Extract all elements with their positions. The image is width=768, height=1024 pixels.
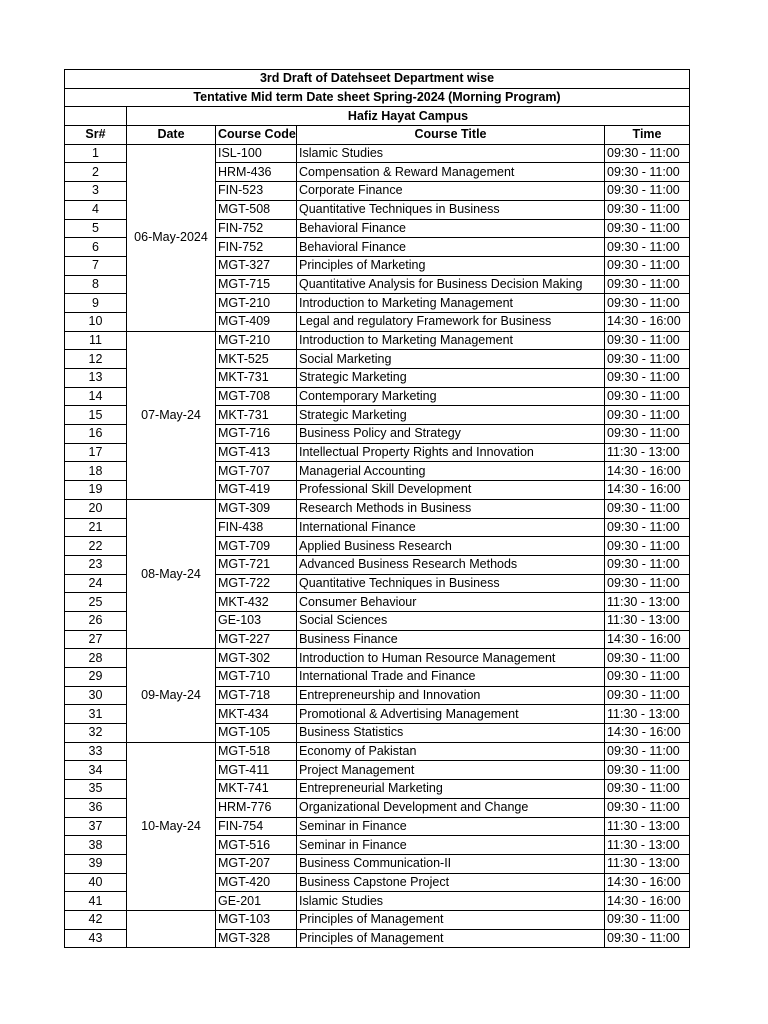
subtitle-row (65, 88, 690, 107)
time-cell: 14:30 - 16:00 (605, 724, 690, 743)
date-sheet-table (64, 69, 690, 948)
serial-cell: 39 (65, 854, 127, 873)
serial-cell: 1 (65, 144, 127, 163)
serial-cell: 28 (65, 649, 127, 668)
course-title-cell: Business Communication-II (297, 854, 605, 873)
serial-cell: 12 (65, 350, 127, 369)
time-cell: 09:30 - 11:00 (605, 163, 690, 182)
time-cell: 09:30 - 11:00 (605, 256, 690, 275)
serial-cell: 22 (65, 537, 127, 556)
course-code-cell: MGT-103 (216, 910, 297, 929)
time-cell: 09:30 - 11:00 (605, 238, 690, 257)
course-code-cell: MGT-721 (216, 555, 297, 574)
serial-cell: 34 (65, 761, 127, 780)
date-cell: 06-May-2024 (127, 144, 216, 331)
course-title-cell: Introduction to Marketing Management (297, 294, 605, 313)
time-cell: 09:30 - 11:00 (605, 182, 690, 201)
serial-cell: 25 (65, 593, 127, 612)
course-code-cell: MGT-508 (216, 200, 297, 219)
course-title-cell: Legal and regulatory Framework for Business (297, 312, 605, 331)
course-code-cell: MGT-420 (216, 873, 297, 892)
date-cell (127, 910, 216, 947)
course-title-cell: Corporate Finance (297, 182, 605, 201)
serial-cell: 13 (65, 369, 127, 388)
serial-cell: 32 (65, 724, 127, 743)
time-cell: 11:30 - 13:00 (605, 836, 690, 855)
time-cell: 09:30 - 11:00 (605, 910, 690, 929)
time-cell: 09:30 - 11:00 (605, 537, 690, 556)
course-code-cell: MGT-105 (216, 724, 297, 743)
course-title-cell: Strategic Marketing (297, 406, 605, 425)
serial-cell: 26 (65, 611, 127, 630)
course-title-cell: Seminar in Finance (297, 836, 605, 855)
time-cell: 09:30 - 11:00 (605, 649, 690, 668)
time-cell: 11:30 - 13:00 (605, 593, 690, 612)
time-cell: 09:30 - 11:00 (605, 350, 690, 369)
time-cell: 09:30 - 11:00 (605, 387, 690, 406)
course-title-cell: Behavioral Finance (297, 219, 605, 238)
serial-cell: 33 (65, 742, 127, 761)
time-cell: 09:30 - 11:00 (605, 574, 690, 593)
time-cell: 11:30 - 13:00 (605, 817, 690, 836)
course-title-cell: Introduction to Marketing Management (297, 331, 605, 350)
time-cell: 09:30 - 11:00 (605, 668, 690, 687)
serial-cell: 7 (65, 256, 127, 275)
course-code-cell: MGT-718 (216, 686, 297, 705)
course-code-cell: MGT-413 (216, 443, 297, 462)
column-header-date: Date (127, 126, 216, 145)
time-cell: 11:30 - 13:00 (605, 443, 690, 462)
serial-cell: 29 (65, 668, 127, 687)
course-code-cell: MKT-432 (216, 593, 297, 612)
course-code-cell: MGT-708 (216, 387, 297, 406)
course-title-cell: Consumer Behaviour (297, 593, 605, 612)
course-title-cell: Research Methods in Business (297, 499, 605, 518)
serial-cell: 36 (65, 798, 127, 817)
course-code-cell: FIN-438 (216, 518, 297, 537)
course-title-cell: Behavioral Finance (297, 238, 605, 257)
course-code-cell: MGT-302 (216, 649, 297, 668)
serial-cell: 5 (65, 219, 127, 238)
course-code-cell: MGT-518 (216, 742, 297, 761)
time-cell: 14:30 - 16:00 (605, 892, 690, 911)
campus-spacer (65, 107, 127, 126)
serial-cell: 16 (65, 425, 127, 444)
course-title-cell: Business Statistics (297, 724, 605, 743)
time-cell: 09:30 - 11:00 (605, 275, 690, 294)
course-code-cell: MGT-710 (216, 668, 297, 687)
time-cell: 14:30 - 16:00 (605, 481, 690, 500)
table-row (65, 649, 690, 668)
campus-row (65, 107, 690, 126)
serial-cell: 4 (65, 200, 127, 219)
serial-cell: 11 (65, 331, 127, 350)
course-code-cell: MGT-707 (216, 462, 297, 481)
course-title-cell: Economy of Pakistan (297, 742, 605, 761)
course-title-cell: International Finance (297, 518, 605, 537)
time-cell: 11:30 - 13:00 (605, 611, 690, 630)
serial-cell: 18 (65, 462, 127, 481)
course-code-cell: FIN-752 (216, 219, 297, 238)
course-title-cell: Intellectual Property Rights and Innovation (297, 443, 605, 462)
course-title-cell: Quantitative Analysis for Business Decision Making (297, 275, 605, 294)
serial-cell: 24 (65, 574, 127, 593)
time-cell: 09:30 - 11:00 (605, 144, 690, 163)
course-title-cell: Quantitative Techniques in Business (297, 574, 605, 593)
column-header-row (65, 126, 690, 145)
serial-cell: 43 (65, 929, 127, 948)
time-cell: 09:30 - 11:00 (605, 369, 690, 388)
serial-cell: 21 (65, 518, 127, 537)
time-cell: 09:30 - 11:00 (605, 425, 690, 444)
course-code-cell: MKT-731 (216, 369, 297, 388)
serial-cell: 3 (65, 182, 127, 201)
course-code-cell: MKT-731 (216, 406, 297, 425)
time-cell: 09:30 - 11:00 (605, 780, 690, 799)
sheet-subtitle: Tentative Mid term Date sheet Spring-2024 (Morning Program) (65, 88, 690, 107)
time-cell: 09:30 - 11:00 (605, 761, 690, 780)
serial-cell: 30 (65, 686, 127, 705)
serial-cell: 41 (65, 892, 127, 911)
course-code-cell: MGT-411 (216, 761, 297, 780)
time-cell: 14:30 - 16:00 (605, 462, 690, 481)
course-title-cell: Contemporary Marketing (297, 387, 605, 406)
date-cell: 10-May-24 (127, 742, 216, 910)
course-title-cell: Business Policy and Strategy (297, 425, 605, 444)
serial-cell: 37 (65, 817, 127, 836)
serial-cell: 10 (65, 312, 127, 331)
course-code-cell: MGT-207 (216, 854, 297, 873)
serial-cell: 27 (65, 630, 127, 649)
course-code-cell: MGT-227 (216, 630, 297, 649)
serial-cell: 38 (65, 836, 127, 855)
column-header-course-code: Course Code (216, 126, 297, 145)
course-title-cell: Organizational Development and Change (297, 798, 605, 817)
course-code-cell: GE-103 (216, 611, 297, 630)
course-code-cell: MGT-722 (216, 574, 297, 593)
campus-name: Hafiz Hayat Campus (127, 107, 690, 126)
serial-cell: 35 (65, 780, 127, 799)
time-cell: 09:30 - 11:00 (605, 798, 690, 817)
course-code-cell: ISL-100 (216, 144, 297, 163)
course-title-cell: Business Finance (297, 630, 605, 649)
time-cell: 09:30 - 11:00 (605, 331, 690, 350)
date-cell: 09-May-24 (127, 649, 216, 742)
course-title-cell: Principles of Marketing (297, 256, 605, 275)
course-code-cell: MGT-327 (216, 256, 297, 275)
serial-cell: 9 (65, 294, 127, 313)
course-title-cell: Introduction to Human Resource Management (297, 649, 605, 668)
column-header-time: Time (605, 126, 690, 145)
serial-cell: 23 (65, 555, 127, 574)
course-code-cell: MGT-715 (216, 275, 297, 294)
time-cell: 09:30 - 11:00 (605, 686, 690, 705)
time-cell: 11:30 - 13:00 (605, 705, 690, 724)
course-code-cell: HRM-776 (216, 798, 297, 817)
table-row (65, 910, 690, 929)
table-row (65, 742, 690, 761)
course-title-cell: Compensation & Reward Management (297, 163, 605, 182)
course-code-cell: MGT-328 (216, 929, 297, 948)
course-code-cell: MKT-525 (216, 350, 297, 369)
course-code-cell: MGT-210 (216, 294, 297, 313)
course-title-cell: Entrepreneurship and Innovation (297, 686, 605, 705)
serial-cell: 15 (65, 406, 127, 425)
course-code-cell: MKT-434 (216, 705, 297, 724)
sheet-title: 3rd Draft of Datehseet Department wise (65, 70, 690, 89)
time-cell: 11:30 - 13:00 (605, 854, 690, 873)
column-header-course-title: Course Title (297, 126, 605, 145)
serial-cell: 17 (65, 443, 127, 462)
serial-cell: 14 (65, 387, 127, 406)
course-code-cell: MGT-409 (216, 312, 297, 331)
time-cell: 09:30 - 11:00 (605, 555, 690, 574)
time-cell: 09:30 - 11:00 (605, 219, 690, 238)
course-title-cell: Professional Skill Development (297, 481, 605, 500)
time-cell: 09:30 - 11:00 (605, 406, 690, 425)
course-code-cell: MGT-419 (216, 481, 297, 500)
course-code-cell: HRM-436 (216, 163, 297, 182)
table-row (65, 499, 690, 518)
time-cell: 09:30 - 11:00 (605, 294, 690, 313)
course-code-cell: FIN-523 (216, 182, 297, 201)
course-title-cell: Principles of Management (297, 910, 605, 929)
time-cell: 14:30 - 16:00 (605, 312, 690, 331)
course-title-cell: Social Sciences (297, 611, 605, 630)
course-title-cell: Applied Business Research (297, 537, 605, 556)
time-cell: 14:30 - 16:00 (605, 630, 690, 649)
date-cell: 08-May-24 (127, 499, 216, 649)
course-title-cell: Seminar in Finance (297, 817, 605, 836)
serial-cell: 20 (65, 499, 127, 518)
course-title-cell: Principles of Management (297, 929, 605, 948)
table-row (65, 144, 690, 163)
time-cell: 09:30 - 11:00 (605, 200, 690, 219)
course-code-cell: MGT-309 (216, 499, 297, 518)
time-cell: 09:30 - 11:00 (605, 518, 690, 537)
time-cell: 14:30 - 16:00 (605, 873, 690, 892)
serial-cell: 8 (65, 275, 127, 294)
serial-cell: 40 (65, 873, 127, 892)
course-code-cell: MGT-210 (216, 331, 297, 350)
table-row (65, 331, 690, 350)
course-code-cell: MKT-741 (216, 780, 297, 799)
course-code-cell: MGT-716 (216, 425, 297, 444)
course-title-cell: Strategic Marketing (297, 369, 605, 388)
title-row (65, 70, 690, 89)
date-sheet-body (65, 70, 690, 948)
column-header-sr: Sr# (65, 126, 127, 145)
course-title-cell: Advanced Business Research Methods (297, 555, 605, 574)
course-title-cell: Managerial Accounting (297, 462, 605, 481)
time-cell: 09:30 - 11:00 (605, 742, 690, 761)
course-title-cell: International Trade and Finance (297, 668, 605, 687)
course-code-cell: FIN-752 (216, 238, 297, 257)
course-title-cell: Islamic Studies (297, 144, 605, 163)
course-title-cell: Social Marketing (297, 350, 605, 369)
serial-cell: 2 (65, 163, 127, 182)
time-cell: 09:30 - 11:00 (605, 929, 690, 948)
date-cell: 07-May-24 (127, 331, 216, 499)
course-code-cell: GE-201 (216, 892, 297, 911)
serial-cell: 42 (65, 910, 127, 929)
course-title-cell: Quantitative Techniques in Business (297, 200, 605, 219)
course-title-cell: Entrepreneurial Marketing (297, 780, 605, 799)
serial-cell: 6 (65, 238, 127, 257)
course-title-cell: Islamic Studies (297, 892, 605, 911)
course-code-cell: MGT-709 (216, 537, 297, 556)
time-cell: 09:30 - 11:00 (605, 499, 690, 518)
serial-cell: 31 (65, 705, 127, 724)
course-title-cell: Promotional & Advertising Management (297, 705, 605, 724)
course-title-cell: Project Management (297, 761, 605, 780)
course-code-cell: MGT-516 (216, 836, 297, 855)
course-title-cell: Business Capstone Project (297, 873, 605, 892)
course-code-cell: FIN-754 (216, 817, 297, 836)
serial-cell: 19 (65, 481, 127, 500)
